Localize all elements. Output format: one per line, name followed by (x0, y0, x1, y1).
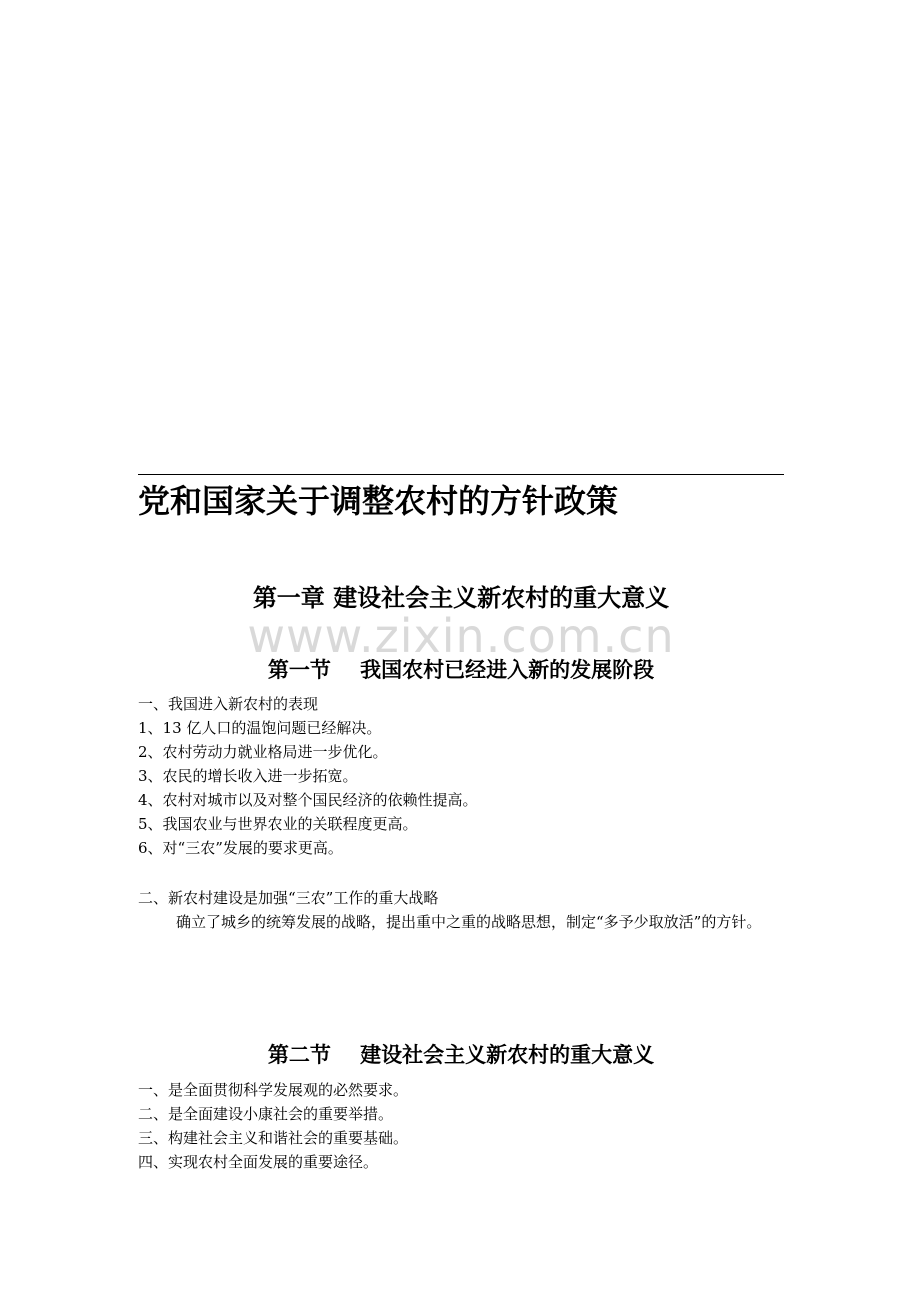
list-item: 一、是全面贯彻科学发展观的必然要求。 (138, 1081, 409, 1099)
list-item: 4、农村对城市以及对整个国民经济的依赖性提高。 (138, 791, 478, 809)
list-item: 6、对“三农”发展的要求更高。 (138, 839, 343, 857)
watermark: www.zixin.com.cn (247, 609, 675, 663)
section-2-list (138, 1078, 784, 1174)
list-item: 3、农民的增长收入进一步拓宽。 (138, 767, 358, 785)
list-item: 四、实现农村全面发展的重要途径。 (138, 1153, 379, 1171)
title-rule (138, 474, 784, 475)
section-1-heading-1: 一、我国进入新农村的表现 (138, 695, 319, 713)
list-item: 1、13 亿人口的温饱问题已经解决。 (138, 719, 382, 737)
list-item: 三、构建社会主义和谐社会的重要基础。 (138, 1129, 409, 1147)
section-1-list (138, 692, 784, 860)
section-1-heading-2-block (138, 886, 784, 910)
section-1-title: 第一节 我国农村已经进入新的发展阶段 (267, 658, 655, 682)
document-title: 党和国家关于调整农村的方针政策 (138, 482, 619, 520)
chapter-title: 第一章 建设社会主义新农村的重大意义 (252, 584, 670, 612)
section-1-paragraph: 确立了城乡的统筹发展的战略，提出重中之重的战略思想，制定“多予少取放活”的方针。 (176, 913, 762, 931)
section-1-heading-2: 二、新农村建设是加强“三农”工作的重大战略 (138, 889, 439, 907)
list-item: 2、农村劳动力就业格局进一步优化。 (138, 743, 388, 761)
list-item: 二、是全面建设小康社会的重要举措。 (138, 1105, 394, 1123)
list-item: 5、我国农业与世界农业的关联程度更高。 (138, 815, 418, 833)
section-2-title: 第二节 建设社会主义新农村的重大意义 (267, 1043, 655, 1067)
